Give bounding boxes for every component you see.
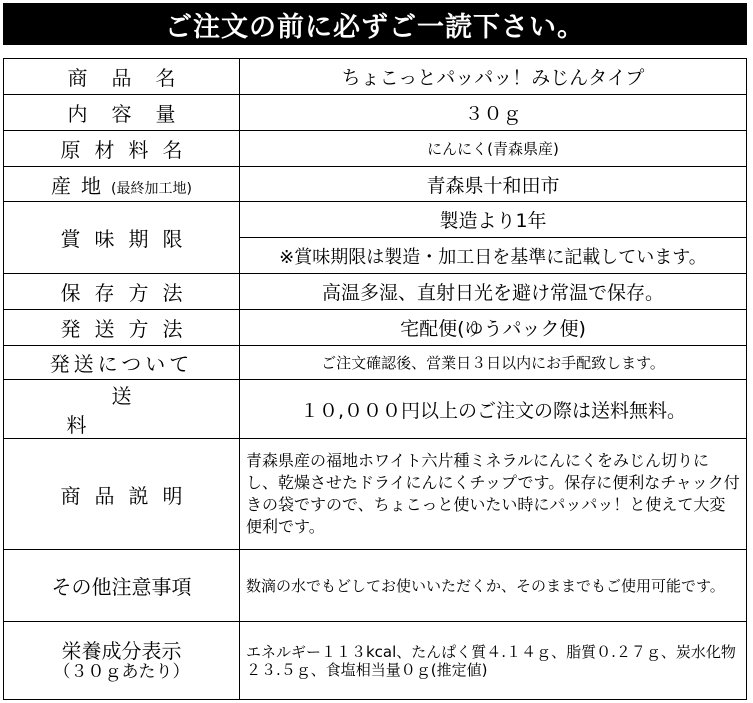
description-label: 商品説明	[60, 483, 197, 508]
table-row	[4, 439, 747, 550]
table-row	[4, 95, 747, 131]
table-row	[4, 380, 747, 439]
notice-banner: ご注文の前に必ずご一読下さい。	[3, 3, 747, 45]
product-name-value: ちょこっとパッパッ！みじんタイプ	[240, 59, 747, 95]
storage-value: 高温多湿、直射日光を避け常温で保存。	[240, 274, 747, 310]
best-before-note: ※賞味期限は製造・加工日を基準に記載しています。	[240, 238, 747, 274]
table-row	[4, 550, 747, 622]
table-row	[4, 202, 747, 238]
content-label: 内容量	[67, 102, 200, 126]
shipping-method-value: 宅配便(ゆうパック便)	[240, 310, 747, 346]
shipping-method-label: 発送方法	[60, 317, 197, 341]
origin-value: 青森県十和田市	[240, 167, 747, 202]
table-row	[4, 167, 747, 202]
table-row	[4, 59, 747, 95]
ingredients-label: 原材料名	[60, 138, 197, 162]
postage-label: 送料	[66, 384, 222, 437]
table-row	[4, 346, 747, 380]
postage-value: １０,０００円以上のご注文の際は送料無料。	[240, 380, 747, 439]
table-row	[4, 131, 747, 167]
shipping-about-label: 発送について	[49, 352, 194, 376]
best-before-value: 製造より1年	[240, 202, 747, 238]
nutrition-label-sub: （３０ｇあたり）	[53, 661, 190, 682]
product-spec-table	[3, 58, 747, 700]
storage-label: 保存方法	[60, 281, 197, 305]
table-row	[4, 274, 747, 310]
other-notes-label: その他注意事項	[4, 550, 240, 622]
product-name-label: 商品名	[67, 66, 200, 90]
nutrition-label: 栄養成分表示	[61, 638, 182, 663]
content-value: ３０ｇ	[240, 95, 747, 131]
origin-label: 産地	[51, 173, 112, 198]
table-row	[4, 622, 747, 700]
table-row	[4, 310, 747, 346]
origin-label-sub: (最終加工地)	[111, 180, 192, 197]
shipping-about-value: ご注文確認後、営業日３日以内にお手配致します。	[240, 346, 747, 380]
other-notes-value: 数滴の水でもどしてお使いいただくか、そのままでもご使用可能です。	[240, 550, 747, 622]
description-value: 青森県産の福地ホワイト六片種ミネラルにんにくをみじん切りにし、乾燥させたドライにんにくチップです。保存に便利なチャック付きの袋ですので、ちょこっと使いたい時にパッパッ！と使えて大変便利です。	[240, 439, 747, 550]
best-before-label: 賞味期限	[60, 227, 197, 251]
nutrition-value: エネルギー１１３kcal、たんぱく質４.１４ｇ、脂質０.２７ｇ、炭水化物２３.５ｇ、食塩相当量０ｇ(推定値)	[240, 622, 747, 700]
ingredients-value: にんにく(青森県産)	[240, 131, 747, 167]
